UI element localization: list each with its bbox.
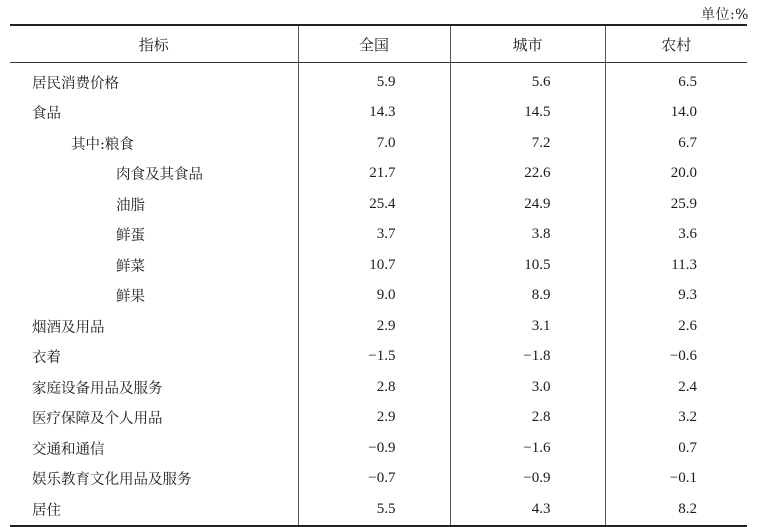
cell-value: 2.4 (678, 378, 697, 395)
cell-rural (605, 494, 747, 526)
cell-value: −1.6 (523, 439, 551, 456)
table-row (10, 220, 747, 251)
cell-rural (605, 372, 747, 403)
row-label: 衣着 (32, 350, 61, 367)
cell-urban (450, 433, 605, 464)
row-label: 医疗保障及个人用品 (32, 411, 163, 428)
cell-value: 3.7 (376, 226, 396, 243)
price-index-table (10, 24, 747, 527)
cell-urban (450, 281, 605, 312)
cell-value: 6.7 (678, 134, 697, 151)
cell-national (298, 464, 450, 495)
table-row (10, 342, 747, 373)
row-label: 其中:粮食 (71, 136, 134, 153)
cell-value: −0.1 (669, 470, 697, 487)
cell-national (298, 403, 450, 434)
cell-value: 2.9 (376, 409, 396, 426)
row-label: 娱乐教育文化用品及服务 (32, 472, 192, 489)
cell-national (298, 281, 450, 312)
cell-rural (605, 220, 747, 251)
table-row (10, 311, 747, 342)
cell-rural (605, 159, 747, 190)
cell-urban (450, 63, 605, 98)
row-label: 居民消费价格 (32, 75, 119, 92)
cell-rural (605, 98, 747, 129)
cell-value: −0.7 (368, 470, 396, 487)
cell-value: 4.3 (531, 500, 551, 517)
cell-value: 8.9 (531, 287, 551, 304)
cell-value: 5.5 (376, 500, 396, 517)
table-row (10, 250, 747, 281)
row-label: 家庭设备用品及服务 (32, 380, 163, 397)
cell-value: −1.5 (368, 348, 396, 365)
cell-value: 14.0 (670, 104, 697, 121)
cell-value: 0.7 (678, 439, 697, 456)
header-national: 全国 (298, 25, 450, 63)
cell-value: 6.5 (678, 73, 697, 90)
cell-urban (450, 220, 605, 251)
cell-value: 10.5 (524, 256, 551, 273)
cell-value: 3.6 (678, 226, 697, 243)
header-rural: 农村 (605, 25, 747, 63)
cell-national (298, 220, 450, 251)
cell-rural (605, 433, 747, 464)
row-label: 居住 (32, 502, 61, 519)
cell-value: 11.3 (671, 256, 697, 273)
table-row (10, 63, 747, 98)
cell-value: 5.9 (376, 73, 396, 90)
cell-value: 10.7 (369, 256, 396, 273)
cell-urban (450, 250, 605, 281)
cell-value: 20.0 (670, 165, 697, 182)
cell-rural (605, 63, 747, 98)
table-row (10, 464, 747, 495)
row-label: 油脂 (116, 197, 145, 214)
cell-national (298, 98, 450, 129)
cell-value: 3.2 (678, 409, 697, 426)
header-row (10, 25, 747, 63)
table-row (10, 372, 747, 403)
cell-urban (450, 159, 605, 190)
row-label: 鲜菜 (116, 258, 145, 275)
row-label: 鲜蛋 (116, 228, 145, 245)
cell-rural (605, 281, 747, 312)
cell-value: 22.6 (524, 165, 551, 182)
cell-urban (450, 128, 605, 159)
cell-value: 24.9 (524, 195, 551, 212)
cell-value: 3.0 (531, 378, 551, 395)
cell-national (298, 189, 450, 220)
cell-national (298, 433, 450, 464)
cell-urban (450, 464, 605, 495)
table-row (10, 403, 747, 434)
row-label: 交通和通信 (32, 441, 105, 458)
table-row (10, 189, 747, 220)
cell-value: −0.6 (669, 348, 697, 365)
cell-national (298, 311, 450, 342)
row-label: 烟酒及用品 (32, 319, 105, 336)
cell-rural (605, 311, 747, 342)
row-label: 肉食及其食品 (116, 167, 203, 184)
cell-national (298, 250, 450, 281)
cell-value: 9.3 (678, 287, 697, 304)
price-index-table-container (10, 24, 747, 527)
cell-value: 2.8 (376, 378, 396, 395)
cell-national (298, 372, 450, 403)
cell-value: 2.8 (531, 409, 551, 426)
cell-value: 14.5 (524, 104, 551, 121)
table-row (10, 433, 747, 464)
table-body (10, 63, 747, 526)
cell-value: 2.6 (678, 317, 697, 334)
cell-urban (450, 189, 605, 220)
cell-value: 2.9 (376, 317, 396, 334)
cell-rural (605, 342, 747, 373)
cell-national (298, 63, 450, 98)
cell-value: 9.0 (376, 287, 396, 304)
table-row (10, 128, 747, 159)
header-urban: 城市 (450, 25, 605, 63)
cell-value: 3.8 (531, 226, 551, 243)
cell-rural (605, 189, 747, 220)
cell-value: 7.2 (531, 134, 551, 151)
cell-value: 5.6 (531, 73, 551, 90)
cell-value: −0.9 (523, 470, 551, 487)
cell-rural (605, 464, 747, 495)
cell-value: 7.0 (376, 134, 396, 151)
cell-value: 8.2 (678, 500, 697, 517)
cell-national (298, 128, 450, 159)
cell-value: 25.4 (369, 195, 396, 212)
cell-urban (450, 98, 605, 129)
cell-value: 14.3 (369, 104, 396, 121)
cell-value: −0.9 (368, 439, 396, 456)
unit-label: 单位:% (700, 7, 749, 23)
table-row (10, 281, 747, 312)
table-row (10, 494, 747, 526)
header-indicator: 指标 (10, 25, 298, 63)
cell-national (298, 494, 450, 526)
cell-urban (450, 372, 605, 403)
cell-urban (450, 494, 605, 526)
cell-value: 3.1 (531, 317, 551, 334)
table-header (10, 25, 747, 63)
cell-urban (450, 342, 605, 373)
cell-value: 25.9 (670, 195, 697, 212)
cell-national (298, 342, 450, 373)
cell-rural (605, 403, 747, 434)
cell-value: −1.8 (523, 348, 551, 365)
cell-urban (450, 403, 605, 434)
cell-value: 21.7 (369, 165, 396, 182)
row-label: 鲜果 (116, 289, 145, 306)
table-row (10, 159, 747, 190)
table-row (10, 98, 747, 129)
cell-national (298, 159, 450, 190)
cell-rural (605, 128, 747, 159)
cell-rural (605, 250, 747, 281)
cell-urban (450, 311, 605, 342)
row-label: 食品 (32, 106, 61, 123)
